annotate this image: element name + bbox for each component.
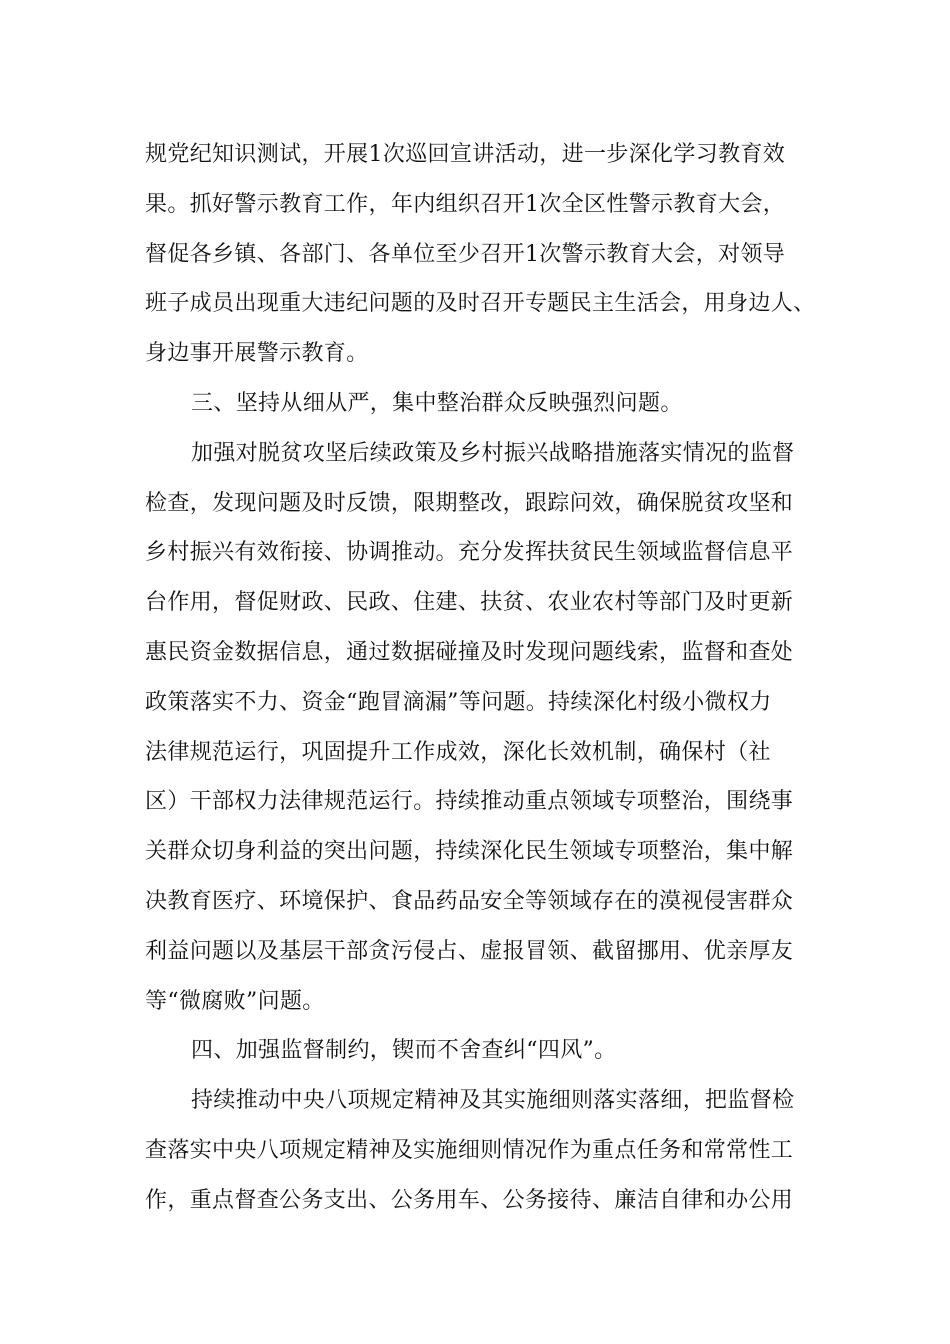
text-line: 督促各乡镇、各部门、各单位至少召开1次警示教育大会，对领导 (145, 241, 786, 267)
text-line: 检查，发现问题及时反馈，限期整改，跟踪问效，确保脱贫攻坚和 (145, 490, 794, 516)
text-line: 三、坚持从细从严，集中整治群众反映强烈问题。 (191, 390, 683, 416)
text-line: 作，重点督查公务支出、公务用车、公务接待、廉洁自律和办公用 (145, 1187, 794, 1213)
text-line: 区）干部权力法律规范运行。持续推动重点领域专项整治，围绕事 (145, 789, 794, 815)
text-line: 惠民资金数据信息，通过数据碰撞及时发现问题线索，监督和查处 (145, 639, 794, 665)
text-line: 法律规范运行，巩固提升工作成效，深化长效机制，确保村（社 (145, 739, 771, 765)
text-line: 身边事开展警示教育。 (145, 341, 369, 367)
text-line: 四、加强监督制约，锲而不舍查纠“四风”。 (191, 1038, 617, 1064)
text-line: 政策落实不力、资金“跑冒滴漏”等问题。持续深化村级小微权力 (145, 689, 772, 715)
document-body (145, 130, 825, 1226)
text-line: 等“微腐败”问题。 (145, 988, 325, 1014)
text-line: 利益问题以及基层干部贪污侵占、虚报冒领、截留挪用、优亲厚友 (145, 938, 794, 964)
text-line: 决教育医疗、环境保护、食品药品安全等领域存在的漠视侵害群众 (145, 888, 794, 914)
text-line: 班子成员出现重大违纪问题的及时召开专题民主生活会，用身边人、 (145, 291, 816, 317)
text-line: 持续推动中央八项规定精神及其实施细则落实落细，把监督检 (191, 1088, 795, 1114)
text-line: 查落实中央八项规定精神及实施细则情况作为重点任务和常常性工 (145, 1137, 794, 1163)
text-line: 关群众切身利益的突出问题，持续深化民生领域专项整治，集中解 (145, 839, 794, 865)
text-line: 果。抓好警示教育工作，年内组织召开1次全区性警示教育大会， (145, 191, 786, 217)
text-line: 台作用，督促财政、民政、住建、扶贫、农业农村等部门及时更新 (145, 590, 794, 616)
text-line: 乡村振兴有效衔接、协调推动。充分发挥扶贫民生领域监督信息平 (145, 540, 794, 566)
text-line: 规党纪知识测试，开展1次巡回宣讲活动，进一步深化学习教育效 (145, 142, 786, 167)
text-line: 加强对脱贫攻坚后续政策及乡村振兴战略措施落实情况的监督 (191, 440, 795, 466)
